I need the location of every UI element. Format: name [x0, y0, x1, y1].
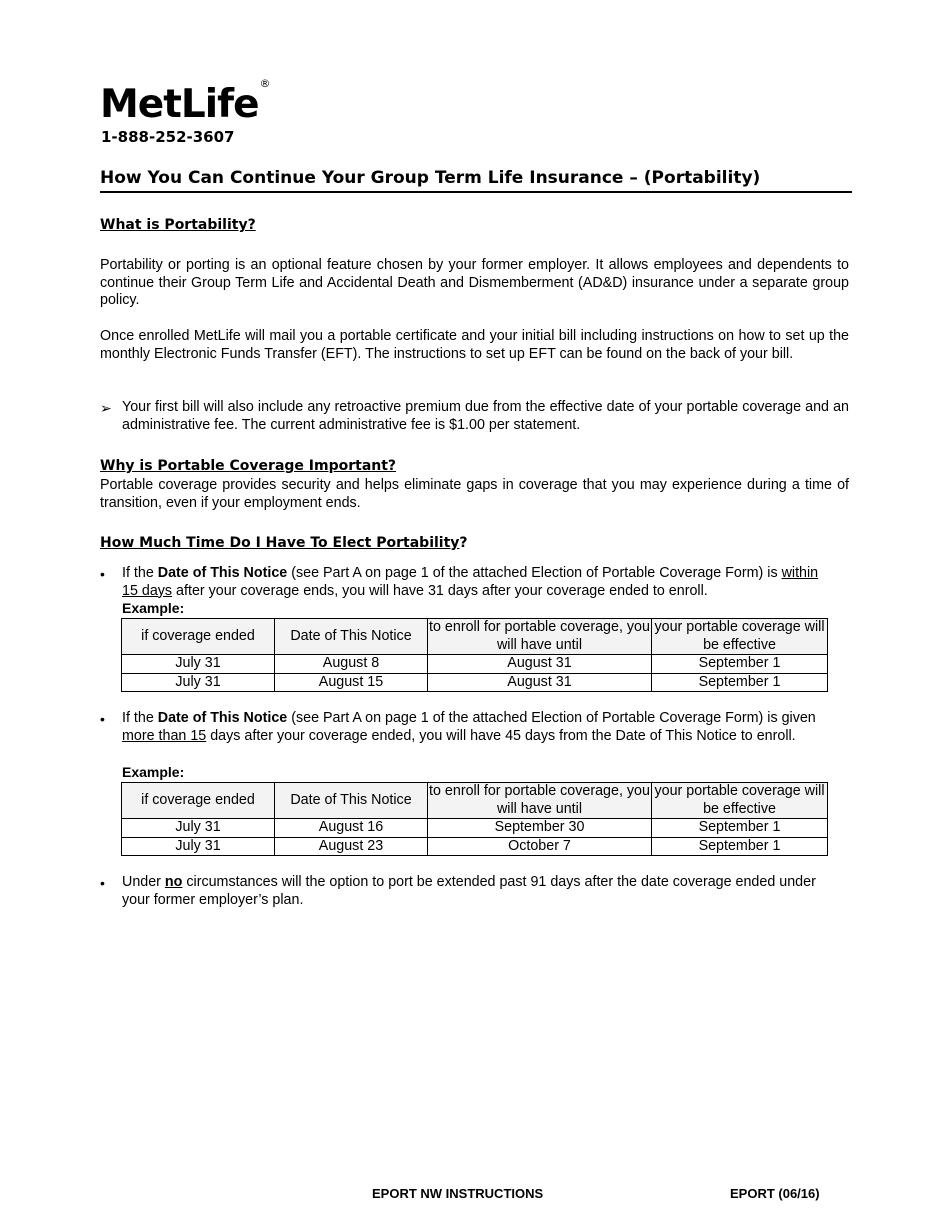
- arrow-bullet-icon: ➢: [100, 400, 112, 416]
- example-table-1: [121, 618, 828, 692]
- dot-bullet-icon: •: [100, 711, 105, 727]
- table-header-cell: if coverage ended: [122, 619, 275, 655]
- table-cell: September 1: [652, 819, 828, 838]
- phone-number: 1-888-252-3607: [101, 128, 235, 146]
- bullet-more-than-15-days: [122, 710, 837, 745]
- paragraph-portability-intro: Portability or porting is an optional feature chosen by your former employer. It allows employees and dependents to continue their Group Term Life and Accidental Death and Dismemberment (AD&D) insurance under a separate group policy.: [100, 257, 849, 309]
- table-header-cell: to enroll for portable coverage, you will have until: [429, 783, 650, 817]
- table-row: [122, 655, 828, 674]
- bullet3-pre: Under: [122, 874, 165, 890]
- table-cell: August 31: [428, 673, 652, 692]
- table-header-row: [122, 783, 828, 819]
- heading-how-much-time-text: How Much Time Do I Have To Elect Portability: [100, 535, 460, 551]
- metlife-logo: [100, 77, 270, 127]
- table-cell: August 16: [275, 819, 428, 838]
- heading-question-mark: ?: [459, 535, 468, 551]
- example-label-1: Example:: [122, 600, 185, 616]
- registered-mark: ®: [259, 77, 270, 90]
- bullet-first-bill: Your first bill will also include any retroactive premium due from the effective date of your portable coverage and an administrative fee. The current administrative fee is $1.00 per statement.: [122, 399, 849, 433]
- bullet1-pre: If the: [122, 565, 158, 581]
- footer-form-name: EPORT NW INSTRUCTIONS: [372, 1186, 544, 1201]
- table-header-row: [122, 619, 828, 655]
- footer-form-code: EPORT (06/16): [730, 1186, 820, 1201]
- page-title: How You Can Continue Your Group Term Life Insurance – (Portability): [100, 168, 852, 193]
- heading-why-important: Why is Portable Coverage Important?: [100, 458, 397, 474]
- bullet3-no: no: [164, 874, 183, 890]
- bullet1-mid: (see Part A on page 1 of the attached Election of Portable Coverage Form) is: [287, 565, 782, 581]
- bullet2-underlined: more than 15: [122, 727, 207, 744]
- bullet-91-days-limit: [122, 874, 837, 909]
- table-header-cell: your portable coverage will be effective: [652, 619, 828, 655]
- paragraph-enrollment: Once enrolled MetLife will mail you a portable certificate and your initial bill including instructions on how to set up the monthly Electronic Funds Transfer (EFT). The instructions to set up EFT can be found on the back of your bill.: [100, 328, 849, 362]
- table-cell: September 1: [652, 655, 828, 674]
- example-table-2: [121, 782, 828, 856]
- bullet-within-15-days: [122, 565, 837, 600]
- bullet1-underlined: within 15 days: [122, 565, 819, 599]
- table-cell: July 31: [122, 673, 275, 692]
- heading-what-is-portability: What is Portability?: [100, 217, 256, 233]
- logo-text: MetLife: [100, 82, 259, 127]
- bullet2-pre: If the: [122, 710, 158, 726]
- bullet2-post: days after your coverage ended, you will have 45 days from the Date of This Notice to enroll.: [206, 727, 796, 744]
- dot-bullet-icon: •: [100, 566, 105, 582]
- table-cell: September 1: [652, 673, 828, 692]
- table-cell: July 31: [122, 819, 275, 838]
- table-cell: August 31: [428, 655, 652, 674]
- table-header-cell: your portable coverage will be effective: [652, 783, 828, 819]
- bullet2-bold: Date of This Notice: [157, 710, 288, 726]
- example-label-2: Example:: [122, 764, 185, 780]
- bullet3-post: circumstances will the option to port be extended past 91 days after the date coverage ended under your former employer’s plan.: [122, 874, 816, 908]
- paragraph-why-important: Portable coverage provides security and helps eliminate gaps in coverage that you may experience during a time of transition, even if your employment ends.: [100, 477, 849, 511]
- table-cell: August 15: [275, 673, 428, 692]
- table-header-cell: Date of This Notice: [275, 619, 428, 655]
- bullet2-mid: (see Part A on page 1 of the attached Election of Portable Coverage Form) is given: [287, 710, 816, 726]
- heading-how-much-time: [100, 535, 468, 551]
- table-row: [122, 819, 828, 838]
- table-header-cell: if coverage ended: [122, 783, 275, 819]
- table-cell: August 23: [275, 837, 428, 856]
- table-row: [122, 673, 828, 692]
- table-cell: August 8: [275, 655, 428, 674]
- table-cell: July 31: [122, 655, 275, 674]
- bullet1-post: after your coverage ends, you will have 31 days after your coverage ended to enroll.: [172, 582, 708, 599]
- table-cell: October 7: [428, 837, 652, 856]
- table-cell: July 31: [122, 837, 275, 856]
- table-header-cell: Date of This Notice: [275, 783, 428, 819]
- table-header-cell: to enroll for portable coverage, you will have until: [429, 619, 650, 653]
- dot-bullet-icon: •: [100, 875, 105, 891]
- table-row: [122, 837, 828, 856]
- bullet1-bold: Date of This Notice: [157, 565, 288, 581]
- table-cell: September 30: [428, 819, 652, 838]
- table-cell: September 1: [652, 837, 828, 856]
